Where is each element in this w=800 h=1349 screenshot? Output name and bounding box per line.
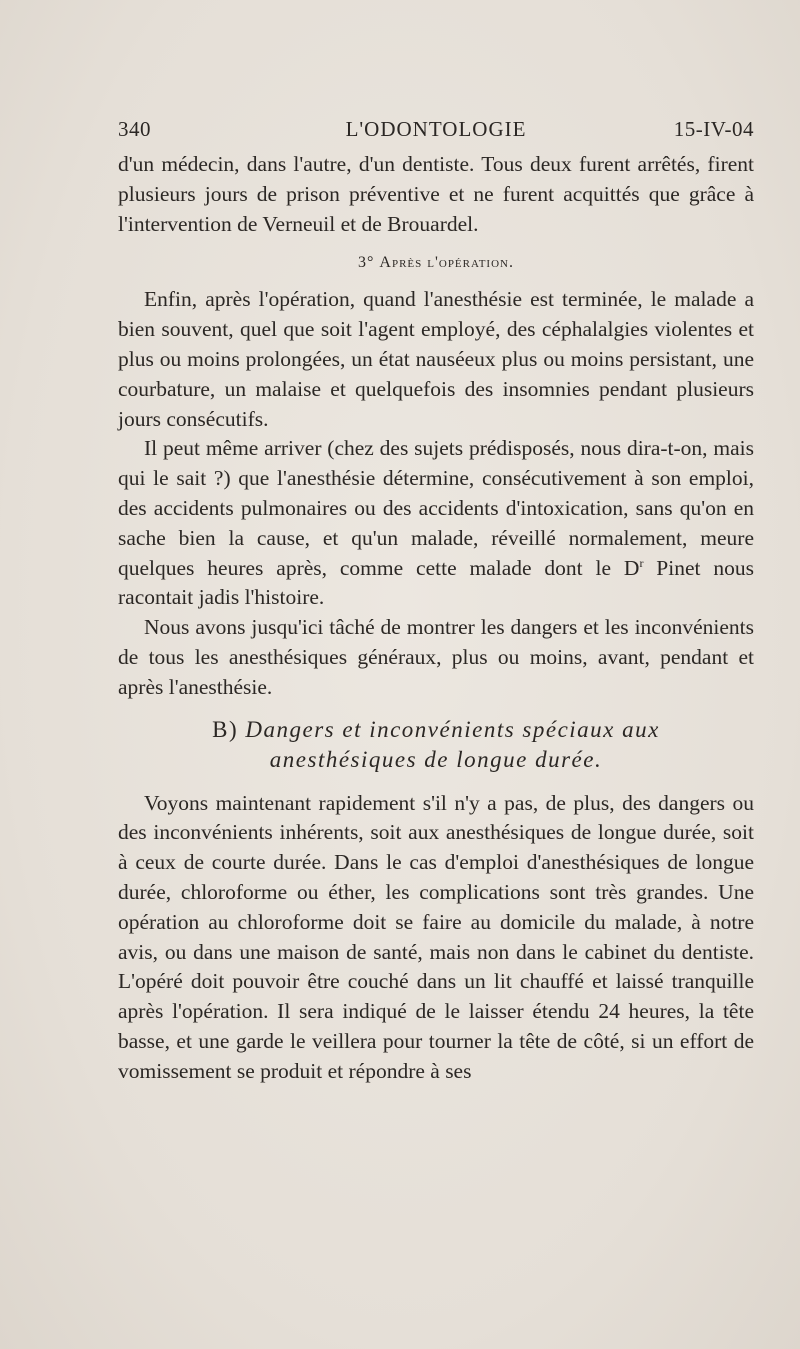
page-number: 340 bbox=[118, 117, 151, 141]
paragraph-text: Pinet nous racontait jadis l'histoire. bbox=[118, 555, 754, 610]
paragraph: Voyons maintenant rapidement s'il n'y a pas, de plus, des dangers ou des inconvénients inhérents, soit aux anesthésiques de longue durée, soit à ceux de courte durée. Dans le cas d'emploi d'anesthésiques de longue durée, chloroforme ou éther, les complications sont très grandes. Une opération au chloroforme doit se faire au domicile du malade, à notre avis, ou dans une maison de santé, mais non dans le cabinet du dentiste. L'opéré doit pouvoir être couché dans un lit chauffé et laissé tranquille après l'opération. Il sera indiqué de le laisser étendu 24 heures, la tête basse, et une garde le veillera pour tourner la tête de côté, si un effort de vomissement se produit et répondre à ses bbox=[118, 790, 754, 1083]
section-title: Après l'opération. bbox=[379, 254, 514, 272]
subsection-title-line-2: anesthésiques de longue durée. bbox=[269, 746, 603, 772]
paragraph-text: Il peut même arriver (chez des sujets prédisposés, nous dira-t-on, mais qui le sait ?) que l'anesthésie détermine, consécutivement à son emploi, des accidents pulmonaires ou des accidents d'intoxication, sans qu'on en sache bien la cause, et qu'un malade, réveillé normalement, meure quelques heures après, comme cette malade dont le D bbox=[118, 436, 754, 580]
paragraph: Enfin, après l'opération, quand l'anesthésie est terminée, le malade a bien souvent, quel que soit l'agent employé, des céphalalgies violentes et plus ou moins prolongées, un état nauséeux plus ou moins persistant, une courbature, un malaise et quelquefois des insomnies pendant plusieurs jours consécutifs. bbox=[118, 287, 754, 431]
subsection-title-line-1: Dangers et inconvénients spéciaux aux bbox=[245, 716, 660, 742]
journal-title: L'ODONTOLOGIE bbox=[345, 117, 527, 141]
paragraph bbox=[118, 434, 754, 613]
section-number: 3° bbox=[358, 254, 375, 272]
subsection-label: B) bbox=[212, 716, 239, 742]
paragraph: d'un médecin, dans l'autre, d'un dentiste. Tous deux furent arrêtés, firent plusieurs jours de prison préventive et ne furent acquittés que grâce à l'intervention de Verneuil et de Brouardel. bbox=[118, 152, 754, 236]
running-header bbox=[118, 117, 754, 145]
body-text bbox=[118, 150, 754, 1087]
subsection-heading bbox=[118, 715, 754, 775]
paragraph: Nous avons jusqu'ici tâché de montrer les dangers et les inconvénients de tous les anesthésiques généraux, plus ou moins, avant, pendant et après l'anesthésie. bbox=[118, 615, 754, 699]
section-heading bbox=[118, 253, 754, 273]
issue-date: 15-IV-04 bbox=[673, 117, 754, 141]
superscript: r bbox=[639, 555, 644, 570]
